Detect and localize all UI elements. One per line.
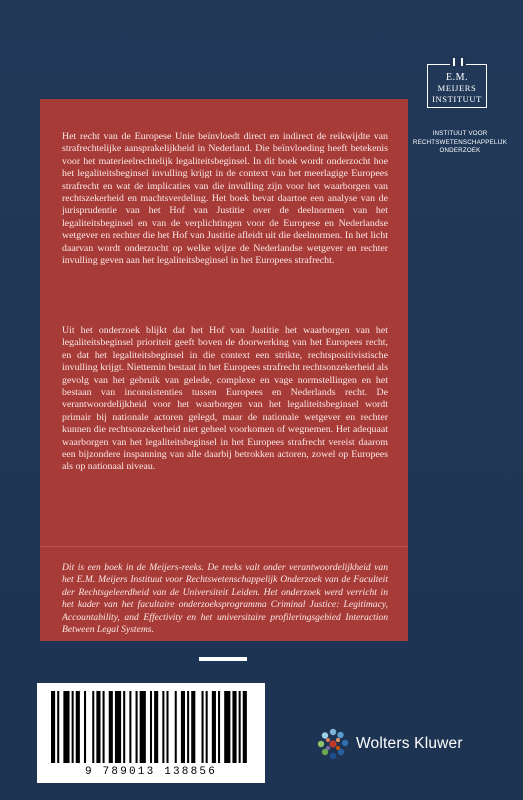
barcode-bar <box>72 691 74 763</box>
barcode-bar <box>224 691 230 763</box>
institute-subtitle <box>410 130 510 156</box>
barcode-bar <box>150 691 152 763</box>
barcode-bar <box>206 691 208 763</box>
publisher-name: Wolters Kluwer <box>356 735 463 752</box>
barcode-bar <box>63 691 69 763</box>
barcode-bar <box>243 691 247 763</box>
barcode-bars-icon <box>51 691 251 763</box>
institute-subtitle-line: RECHTSWETENSCHAPPELIJK <box>412 138 508 146</box>
panel-divider <box>40 546 408 547</box>
barcode-bar <box>162 691 164 763</box>
decorative-bar <box>199 657 247 661</box>
barcode-bar <box>92 691 94 763</box>
barcode-bar <box>51 691 55 763</box>
publisher-logo <box>316 726 463 762</box>
barcode-bar <box>232 691 236 763</box>
blurb-paragraph-2: Uit het onderzoek blijkt dat het Hof van Justitie het waarborgen van het legaliteitsbeginsel prioriteit geeft boven de doorwerking van het Europees recht, en dat het legaliteitsbeginsel in die context een strikte, rechtspositivistische invulling krijgt. Niettemin bestaat in het Europees strafrecht rechtsonzekerheid als gevolg van het gebruik van gelede, complexe en vage normstellingen en het bestaan van inconsistenties tussen Europees en Nederlands recht. De verantwoordelijkheid voor het waarborgen van het legaliteitsbeginsel wordt primair bij nationale actoren gelegd, maar de nationale wetgever en rechter kunnen die rechtsonzekerheid niet geheel voorkomen of wegnemen. Het adequaat waarborgen van het legaliteitsbeginsel in het Europees strafrecht vereist daarom een bijzondere inspanning van alle daarbij betrokken actoren, zowel op Europees als op nationaal niveau. <box>62 325 388 473</box>
barcode-bar <box>84 691 86 763</box>
barcode-bar <box>191 691 195 763</box>
barcode-bar <box>166 691 168 763</box>
barcode-bar <box>181 691 185 763</box>
barcode-bar <box>136 691 138 763</box>
institute-subtitle-line: ONDERZOEK <box>439 147 481 154</box>
blurb-paragraph-1: Het recht van de Europese Unie beïnvloedt direct en indirect de reikwijdte van strafrechtelijke aansprakelijkheid in Nederland. Die beïnvloeding heeft betekenis voor het materieelrechtelijk legaliteitsbeginsel. In dit boek wordt onderzocht hoe het legaliteitsbeginsel invulling krijgt in de context van het meerlagige Europees strafrecht en wat de implicaties van die invulling zijn voor het waarborgen van rechtszekerheid en machtsverdeling. Het boek bevat daartoe een analyse van de jurisprudentie van het Hof van Justitie over de deelnormen van het legaliteitsbeginsel en van de verplichtingen voor de Europese en Nederlandse wetgever en rechter die het Hof van Justitie afleidt uit die deelnormen. In het licht daarvan wordt onderzocht op welke wijze de Nederlandse wetgever en rechter invulling geven aan het legaliteitsbeginsel in het Europees strafrecht. <box>62 131 388 267</box>
institute-logo <box>427 64 487 108</box>
barcode-bar <box>212 691 216 763</box>
barcode-bar <box>115 691 121 763</box>
barcode-bar <box>187 691 189 763</box>
barcode-bar <box>129 691 131 763</box>
barcode-bar <box>154 691 158 763</box>
barcode-bar <box>76 691 80 763</box>
barcode <box>37 683 265 783</box>
barcode-bar <box>123 691 125 763</box>
logo-line-3: INSTITUUT <box>432 94 482 104</box>
institute-subtitle-line: INSTITUUT VOOR <box>432 130 488 137</box>
barcode-bar <box>239 691 241 763</box>
blurb-panel <box>40 99 408 641</box>
barcode-bar <box>175 691 177 763</box>
series-note: Dit is een boek in de Meijers-reeks. De reeks valt onder verantwoordelijkheid van het E.M. Meijers Instituut voor Rechtswetenschappelijk Onderzoek van de Faculteit der Rechtsgeleerdheid van de Universiteit Leiden. Het onderzoek werd verricht in het kader van het facultaire onderzoeksprogramma Criminal Justice: Legitimacy, Accountability, and Effectivity en het universitaire profileringsgebied Interaction Between Legal Systems. <box>62 562 388 636</box>
barcode-bar <box>103 691 105 763</box>
logo-line-2: MEIJERS <box>437 83 477 93</box>
barcode-number: 9 789013 138856 <box>84 766 218 778</box>
barcode-bar <box>140 691 146 763</box>
barcode-bar <box>202 691 204 763</box>
logo-crown-icon <box>450 56 466 66</box>
logo-line-1: E.M. <box>446 72 468 83</box>
barcode-bar <box>218 691 220 763</box>
barcode-bar <box>96 691 100 763</box>
barcode-bar <box>57 691 59 763</box>
barcode-bar <box>109 691 113 763</box>
wolters-kluwer-dots-icon <box>316 727 350 761</box>
